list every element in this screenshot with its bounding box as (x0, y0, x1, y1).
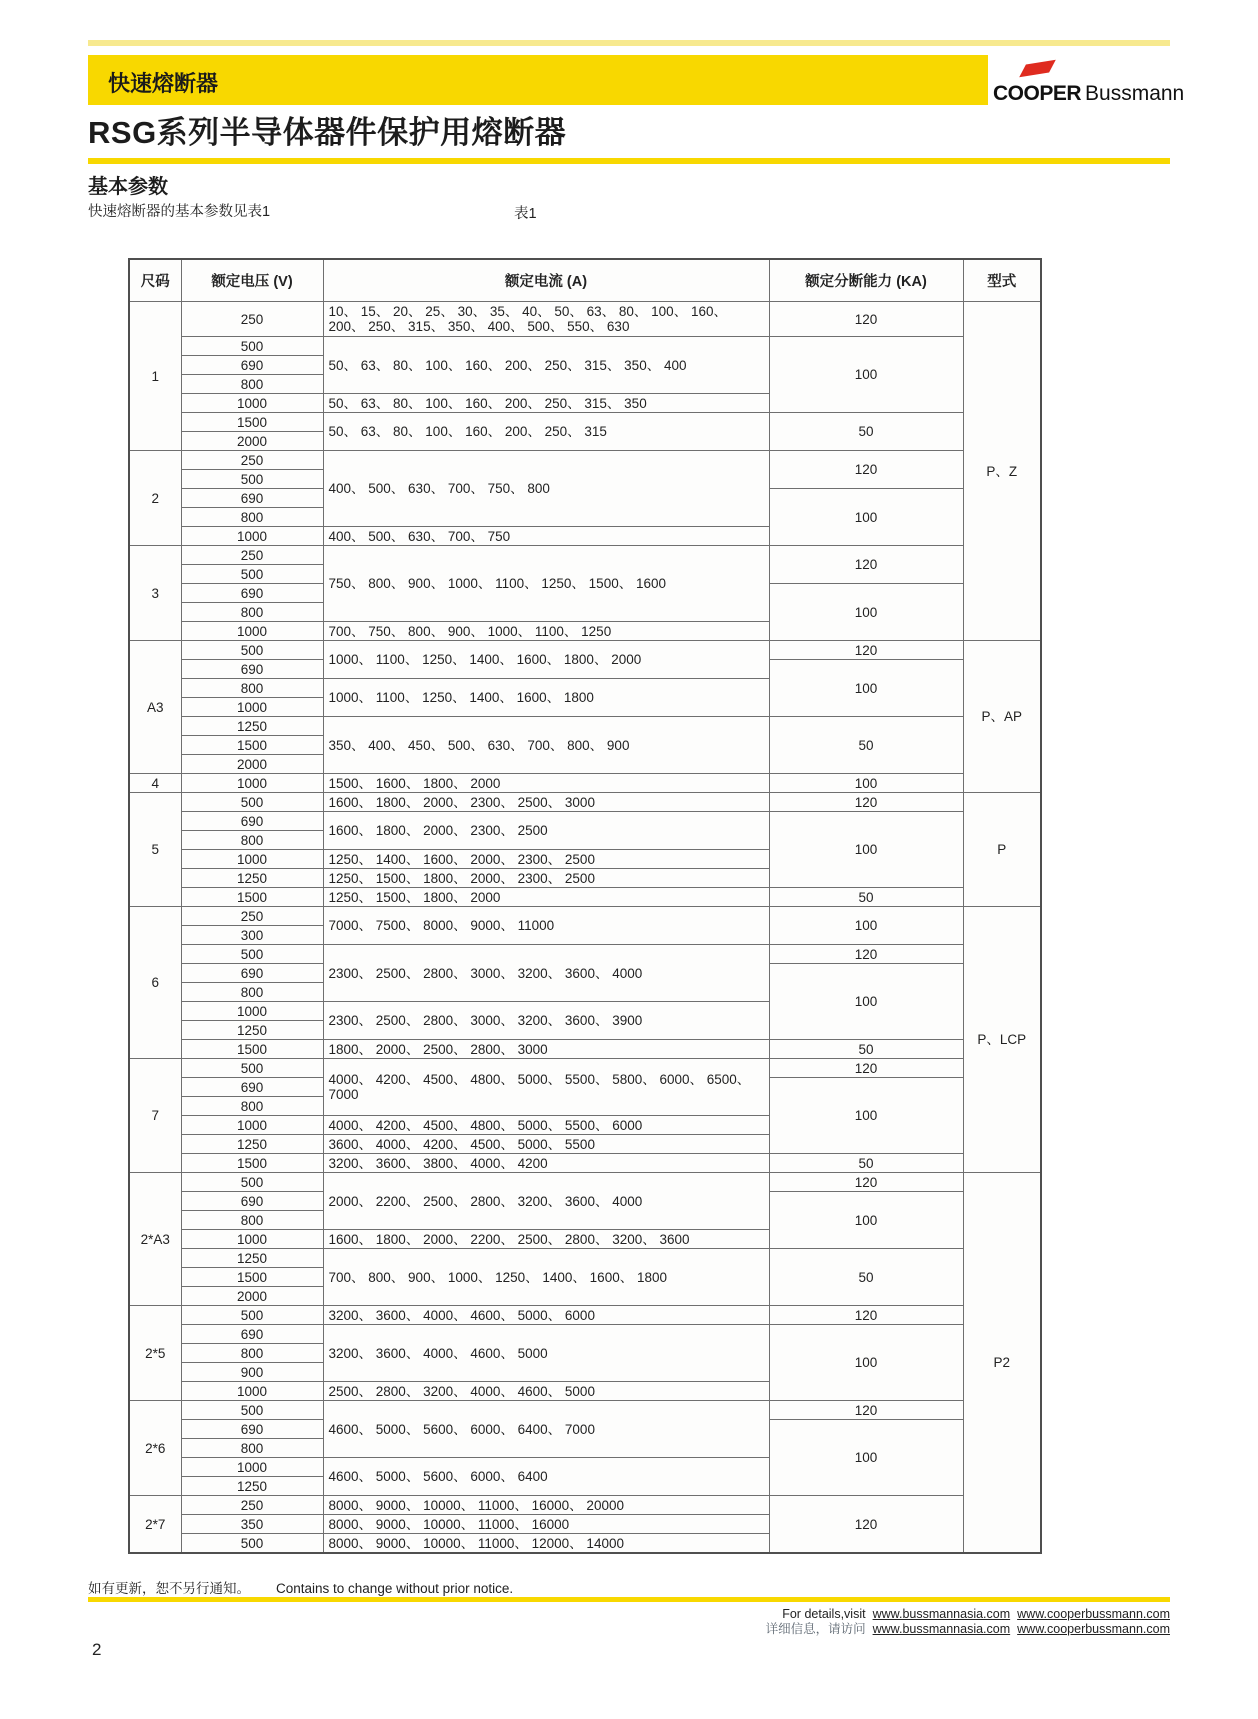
ka-cell: 100 (769, 337, 963, 413)
brand-bussmann-text: Bussmann (1085, 82, 1185, 105)
voltage-cell: 800 (181, 831, 323, 850)
voltage-cell: 690 (181, 1325, 323, 1344)
current-cell: 2500、 2800、 3200、 4000、 4600、 5000 (323, 1382, 769, 1401)
voltage-cell: 800 (181, 983, 323, 1002)
voltage-cell: 500 (181, 1173, 323, 1192)
voltage-cell: 1000 (181, 622, 323, 641)
current-cell: 1250、 1400、 1600、 2000、 2300、 2500 (323, 850, 769, 869)
current-cell: 1000、 1100、 1250、 1400、 1600、 1800、 2000 (323, 641, 769, 679)
current-cell: 4000、 4200、 4500、 4800、 5000、 5500、 5800、 6000、 6500、 7000 (323, 1059, 769, 1116)
current-cell: 50、 63、 80、 100、 160、 200、 250、 315 (323, 413, 769, 451)
ka-cell: 120 (769, 1059, 963, 1078)
voltage-cell: 690 (181, 1192, 323, 1211)
size-cell: A3 (129, 641, 181, 774)
table-row (129, 546, 1041, 565)
table-row (129, 945, 1041, 964)
size-cell: 7 (129, 1059, 181, 1173)
voltage-cell: 500 (181, 337, 323, 356)
ka-cell: 120 (769, 641, 963, 660)
ka-cell: 50 (769, 413, 963, 451)
header-bar (88, 55, 988, 105)
voltage-cell: 250 (181, 302, 323, 337)
table-row (129, 302, 1041, 337)
voltage-cell: 690 (181, 489, 323, 508)
ka-cell: 100 (769, 489, 963, 546)
current-cell: 1600、 1800、 2000、 2300、 2500 (323, 812, 769, 850)
voltage-cell: 800 (181, 375, 323, 394)
current-cell: 1000、 1100、 1250、 1400、 1600、 1800 (323, 679, 769, 717)
ka-cell: 100 (769, 1325, 963, 1401)
voltage-cell: 500 (181, 470, 323, 489)
voltage-cell: 500 (181, 641, 323, 660)
current-cell: 3200、 3600、 3800、 4000、 4200 (323, 1154, 769, 1173)
voltage-cell: 1000 (181, 1116, 323, 1135)
table-row (129, 337, 1041, 356)
footer-link-bussmannasia-en[interactable]: www.bussmannasia.com (872, 1607, 1011, 1621)
current-cell: 50、 63、 80、 100、 160、 200、 250、 315、 350、 400 (323, 337, 769, 394)
voltage-cell: 1250 (181, 717, 323, 736)
brand-logo (993, 55, 1185, 105)
footer-en-prefix: For details,visit (782, 1607, 866, 1621)
voltage-cell: 690 (181, 1078, 323, 1097)
voltage-cell: 2000 (181, 432, 323, 451)
voltage-cell: 1250 (181, 1249, 323, 1268)
footer-links (88, 1607, 1170, 1637)
voltage-cell: 1000 (181, 1382, 323, 1401)
footnote-en: Contains to change without prior notice. (276, 1581, 514, 1596)
bottom-rule (88, 1597, 1170, 1602)
size-cell: 2 (129, 451, 181, 546)
page-number: 2 (92, 1640, 102, 1659)
table-row (129, 907, 1041, 926)
footnote-cn: 如有更新，恕不另行通知。 (88, 1581, 250, 1596)
table-row (129, 717, 1041, 736)
footer-line-cn (88, 1622, 1170, 1637)
voltage-cell: 1250 (181, 869, 323, 888)
size-cell: 1 (129, 302, 181, 451)
voltage-cell: 1500 (181, 1040, 323, 1059)
current-cell: 3200、 3600、 4000、 4600、 5000 (323, 1325, 769, 1382)
current-cell: 2300、 2500、 2800、 3000、 3200、 3600、 3900 (323, 1002, 769, 1040)
size-cell: 2*6 (129, 1401, 181, 1496)
table-row (129, 1496, 1041, 1515)
current-cell: 8000、 9000、 10000、 11000、 12000、 14000 (323, 1534, 769, 1554)
ka-cell: 120 (769, 945, 963, 964)
voltage-cell: 1000 (181, 394, 323, 413)
size-cell: 2*A3 (129, 1173, 181, 1306)
voltage-cell: 800 (181, 679, 323, 698)
size-cell: 3 (129, 546, 181, 641)
size-cell: 2*7 (129, 1496, 181, 1554)
voltage-cell: 800 (181, 1439, 323, 1458)
current-cell: 3600、 4000、 4200、 4500、 5000、 5500 (323, 1135, 769, 1154)
table-row (129, 774, 1041, 793)
ka-cell: 120 (769, 302, 963, 337)
voltage-cell: 500 (181, 793, 323, 812)
ka-cell: 100 (769, 812, 963, 888)
ka-cell: 50 (769, 1040, 963, 1059)
current-cell: 1500、 1600、 1800、 2000 (323, 774, 769, 793)
current-cell: 2300、 2500、 2800、 3000、 3200、 3600、 4000 (323, 945, 769, 1002)
voltage-cell: 300 (181, 926, 323, 945)
table-row (129, 641, 1041, 660)
footer-line-en (88, 1607, 1170, 1622)
voltage-cell: 1000 (181, 527, 323, 546)
current-cell: 4600、 5000、 5600、 6000、 6400、 7000 (323, 1401, 769, 1458)
current-cell: 1250、 1500、 1800、 2000 (323, 888, 769, 907)
voltage-cell: 800 (181, 1097, 323, 1116)
type-cell: P (963, 793, 1041, 907)
voltage-cell: 250 (181, 907, 323, 926)
ka-cell: 100 (769, 1192, 963, 1249)
size-cell: 6 (129, 907, 181, 1059)
voltage-cell: 690 (181, 964, 323, 983)
ka-cell: 50 (769, 1154, 963, 1173)
voltage-cell: 800 (181, 603, 323, 622)
ka-cell: 120 (769, 1496, 963, 1554)
voltage-cell: 900 (181, 1363, 323, 1382)
table-row (129, 1154, 1041, 1173)
current-cell: 1250、 1500、 1800、 2000、 2300、 2500 (323, 869, 769, 888)
footer-link-cooperbussmann-cn[interactable]: www.cooperbussmann.com (1017, 1622, 1170, 1636)
voltage-cell: 1500 (181, 1268, 323, 1287)
ka-cell: 100 (769, 907, 963, 945)
ka-cell: 120 (769, 451, 963, 489)
table-row (129, 1059, 1041, 1078)
footer-link-bussmannasia-cn[interactable]: www.bussmannasia.com (872, 1622, 1011, 1636)
table-row (129, 451, 1041, 470)
page-title: RSG系列半导体器件保护用熔断器 (88, 115, 567, 150)
voltage-cell: 1500 (181, 1154, 323, 1173)
type-cell: P、AP (963, 641, 1041, 793)
voltage-cell: 250 (181, 1496, 323, 1515)
voltage-cell: 350 (181, 1515, 323, 1534)
voltage-cell: 250 (181, 546, 323, 565)
table-row (129, 793, 1041, 812)
ka-cell: 50 (769, 717, 963, 774)
footer-link-cooperbussmann-en[interactable]: www.cooperbussmann.com (1017, 1607, 1170, 1621)
table-caption: 表1 (514, 206, 537, 222)
section-divider (88, 158, 1170, 164)
current-cell: 3200、 3600、 4000、 4600、 5000、 6000 (323, 1306, 769, 1325)
table-row (129, 1040, 1041, 1059)
current-cell: 700、 800、 900、 1000、 1250、 1400、 1600、 1800 (323, 1249, 769, 1306)
top-accent-strip (88, 40, 1170, 46)
table-row (129, 1325, 1041, 1344)
ka-cell: 120 (769, 1401, 963, 1420)
ka-cell: 100 (769, 964, 963, 1040)
voltage-cell: 500 (181, 1401, 323, 1420)
section-title: 基本参数 (88, 176, 168, 198)
table-row (129, 1249, 1041, 1268)
ka-cell: 50 (769, 1249, 963, 1306)
voltage-cell: 500 (181, 1306, 323, 1325)
current-cell: 7000、 7500、 8000、 9000、 11000 (323, 907, 769, 945)
voltage-cell: 800 (181, 1211, 323, 1230)
voltage-cell: 1250 (181, 1477, 323, 1496)
ka-cell: 100 (769, 1420, 963, 1496)
ka-cell: 50 (769, 888, 963, 907)
voltage-cell: 1500 (181, 413, 323, 432)
voltage-cell: 1500 (181, 888, 323, 907)
ka-cell: 100 (769, 1078, 963, 1154)
brand-flag-icon (1019, 60, 1056, 77)
current-cell: 50、 63、 80、 100、 160、 200、 250、 315、 350 (323, 394, 769, 413)
voltage-cell: 690 (181, 660, 323, 679)
current-cell: 1600、 1800、 2000、 2200、 2500、 2800、 3200、 3600 (323, 1230, 769, 1249)
voltage-cell: 1000 (181, 774, 323, 793)
current-cell: 2000、 2200、 2500、 2800、 3200、 3600、 4000 (323, 1173, 769, 1230)
voltage-cell: 1000 (181, 1230, 323, 1249)
header-breaking-capacity: 额定分断能力 (KA) (769, 259, 963, 302)
current-cell: 4600、 5000、 5600、 6000、 6400 (323, 1458, 769, 1496)
size-cell: 4 (129, 774, 181, 793)
current-cell: 400、 500、 630、 700、 750、 800 (323, 451, 769, 527)
current-cell: 750、 800、 900、 1000、 1100、 1250、 1500、 1600 (323, 546, 769, 622)
table-row (129, 1401, 1041, 1420)
voltage-cell: 800 (181, 1344, 323, 1363)
voltage-cell: 690 (181, 584, 323, 603)
voltage-cell: 800 (181, 508, 323, 527)
params-table (128, 258, 1042, 1554)
ka-cell: 120 (769, 1173, 963, 1192)
voltage-cell: 690 (181, 812, 323, 831)
params-table-body (129, 302, 1041, 1554)
voltage-cell: 1000 (181, 850, 323, 869)
type-cell: P、Z (963, 302, 1041, 641)
type-cell: P2 (963, 1173, 1041, 1554)
footnote (88, 1577, 513, 1597)
current-cell: 700、 750、 800、 900、 1000、 1100、 1250 (323, 622, 769, 641)
voltage-cell: 500 (181, 1059, 323, 1078)
current-cell: 8000、 9000、 10000、 11000、 16000、 20000 (323, 1496, 769, 1515)
ka-cell: 120 (769, 793, 963, 812)
voltage-cell: 1250 (181, 1135, 323, 1154)
table-row (129, 1173, 1041, 1192)
table-row (129, 413, 1041, 432)
type-cell: P、LCP (963, 907, 1041, 1173)
current-cell: 350、 400、 450、 500、 630、 700、 800、 900 (323, 717, 769, 774)
table-row (129, 812, 1041, 831)
current-cell: 400、 500、 630、 700、 750 (323, 527, 769, 546)
current-cell: 8000、 9000、 10000、 11000、 16000 (323, 1515, 769, 1534)
voltage-cell: 690 (181, 356, 323, 375)
header-voltage: 额定电压 (V) (181, 259, 323, 302)
current-cell: 10、 15、 20、 25、 30、 35、 40、 50、 63、 80、 100、 160、 200、 250、 315、 350、 400、 500、 550、 630 (323, 302, 769, 337)
voltage-cell: 1250 (181, 1021, 323, 1040)
current-cell: 1600、 1800、 2000、 2300、 2500、 3000 (323, 793, 769, 812)
brand-logo-text (993, 82, 1184, 106)
table-row (129, 888, 1041, 907)
current-cell: 1800、 2000、 2500、 2800、 3000 (323, 1040, 769, 1059)
header-type: 型式 (963, 259, 1041, 302)
voltage-cell: 1000 (181, 698, 323, 717)
voltage-cell: 500 (181, 1534, 323, 1554)
voltage-cell: 500 (181, 945, 323, 964)
voltage-cell: 1000 (181, 1458, 323, 1477)
ka-cell: 100 (769, 774, 963, 793)
header-size: 尺码 (129, 259, 181, 302)
section-note: 快速熔断器的基本参数见表1 (88, 204, 271, 220)
voltage-cell: 250 (181, 451, 323, 470)
current-cell: 4000、 4200、 4500、 4800、 5000、 5500、 6000 (323, 1116, 769, 1135)
voltage-cell: 1000 (181, 1002, 323, 1021)
params-table-header (129, 259, 1041, 302)
size-cell: 5 (129, 793, 181, 907)
voltage-cell: 500 (181, 565, 323, 584)
voltage-cell: 1500 (181, 736, 323, 755)
table-row (129, 1306, 1041, 1325)
size-cell: 2*5 (129, 1306, 181, 1401)
ka-cell: 100 (769, 584, 963, 641)
footer-cn-prefix: 详细信息，请访问 (765, 1622, 866, 1636)
brand-cooper-text: COOPER (993, 82, 1082, 105)
header-tab-label: 快速熔断器 (108, 71, 219, 96)
header-current: 额定电流 (A) (323, 259, 769, 302)
ka-cell: 120 (769, 1306, 963, 1325)
voltage-cell: 690 (181, 1420, 323, 1439)
ka-cell: 100 (769, 660, 963, 717)
voltage-cell: 2000 (181, 755, 323, 774)
voltage-cell: 2000 (181, 1287, 323, 1306)
ka-cell: 120 (769, 546, 963, 584)
header-row (129, 259, 1041, 302)
